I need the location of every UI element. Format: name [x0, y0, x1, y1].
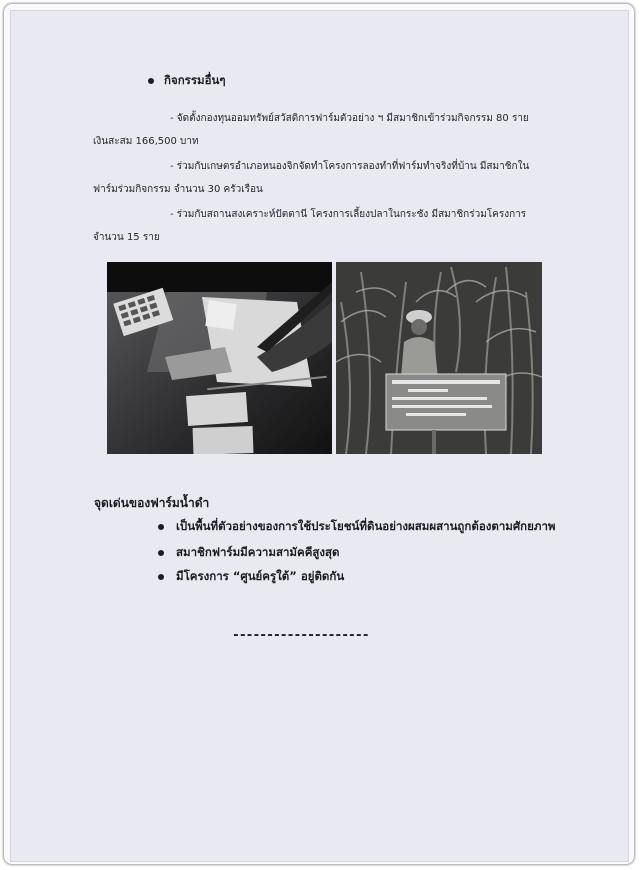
section-heading [148, 72, 226, 90]
activity-1-line-2: เงินสะสม 166,500 บาท [93, 136, 199, 147]
activity-1-line-1: - จัดตั้งกองทุนออมทรัพย์สวัสดิการฟาร์มตัวอย่าง ฯ มีสมาชิกเข้าร่วมกิจกรรม 80 ราย [170, 113, 529, 124]
desk-scene-image [107, 262, 332, 454]
highlight-text: สมาชิกฟาร์มมีความสามัคคีสูงสุด [176, 545, 340, 559]
bullet-icon [158, 574, 164, 580]
bullet-icon [158, 524, 164, 530]
highlights-title: จุดเด่นของฟาร์มน้ำดำ [94, 496, 210, 510]
highlight-item [158, 544, 340, 562]
dashed-divider: -------------------- [232, 628, 369, 643]
activity-2-line-2: ฟาร์มร่วมกิจกรรม จำนวน 30 ครัวเรือน [93, 184, 263, 195]
photo-farm-field-sign [336, 262, 542, 454]
highlight-text: มีโครงการ “ศูนย์ครูใต้” อยู่ติดกัน [176, 569, 345, 583]
activity-3-line-1: - ร่วมกับสถานสงเคราะห์ปัตตานี โครงการเลี้ยงปลาในกระชัง มีสมาชิกร่วมโครงการ [170, 209, 527, 220]
highlight-text: เป็นพื้นที่ตัวอย่างของการใช้ประโยชน์ที่ดินอย่างผสมผสานถูกต้องตามศักยภาพ [176, 519, 556, 533]
section-title: กิจกรรมอื่นๆ [164, 73, 226, 87]
activity-3-line-2: จำนวน 15 ราย [93, 232, 160, 243]
bullet-icon [148, 78, 154, 84]
photo-savings-fund-desk [107, 262, 332, 454]
bullet-icon [158, 550, 164, 556]
activity-2-line-1: - ร่วมกับเกษตรอำเภอหนองจิกจัดทำโครงการลองทำที่ฟาร์มทำจริงที่บ้าน มีสมาชิกใน [170, 161, 530, 172]
highlight-item [158, 568, 344, 586]
corn-field-image [336, 262, 542, 454]
highlight-item [158, 518, 555, 536]
